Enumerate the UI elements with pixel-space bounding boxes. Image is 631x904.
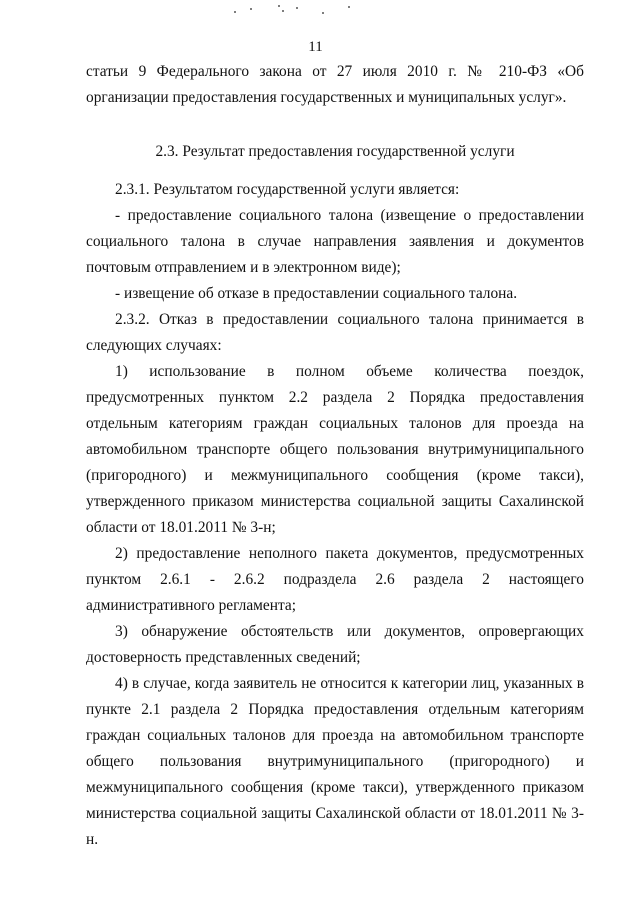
paragraph-result-1: - предоставление социального талона (извещение о предоставлении социального талона в случае направления заявления и документов почтовым отправлением и в электронном виде); — [86, 207, 584, 276]
page-number: 11 — [308, 39, 323, 55]
paragraph-case-3: 3) обнаружение обстоятельств или документов, опровергающих достоверность представленных сведений; — [86, 623, 584, 666]
paragraph-case-1: 1) использование в полном объеме количества поездок, предусмотренных пунктом 2.2 раздела 2 Порядка предоставления отдельным категориям граждан социальных талонов для проезда на автомобильном транспорте общего пользования внутримуниципального (пригородного) и межмуниципального сообщения (кроме такси), утвержденного приказом министерства социальной защиты Сахалинской области от 18.01.2011 № 3-н; — [86, 363, 584, 536]
paragraph-2-3-2: 2.3.2. Отказ в предоставлении социального талона принимается в следующих случаях: — [86, 311, 584, 354]
intro-paragraph: статьи 9 Федерального закона от 27 июля 2010 г. № 210-ФЗ «Об организации предоставления государственных и муниципальных услуг». — [86, 63, 584, 106]
paragraph-2-3-1: 2.3.1. Результатом государственной услуги является: — [115, 181, 460, 198]
section-heading: 2.3. Результат предоставления государственной услуги — [155, 143, 515, 160]
scan-noise — [230, 2, 360, 16]
document-body — [86, 59, 584, 853]
paragraph-result-2: - извещение об отказе в предоставлении социального талона. — [115, 285, 518, 302]
paragraph-case-2: 2) предоставление неполного пакета документов, предусмотренных пунктом 2.6.1 - 2.6.2 подраздела 2.6 раздела 2 настоящего административного регламента; — [86, 545, 584, 614]
paragraph-case-4: 4) в случае, когда заявитель не относится к категории лиц, указанных в пункте 2.1 раздела 2 Порядка предоставления отдельным категориям граждан социальных талонов для проезда на автомобильном транспорте общего пользования внутримуниципального (пригородного) и межмуниципального сообщения (кроме такси), утвержденного приказом министерства социальной защиты Сахалинской области от 18.01.2011 № 3-н. — [86, 675, 584, 848]
